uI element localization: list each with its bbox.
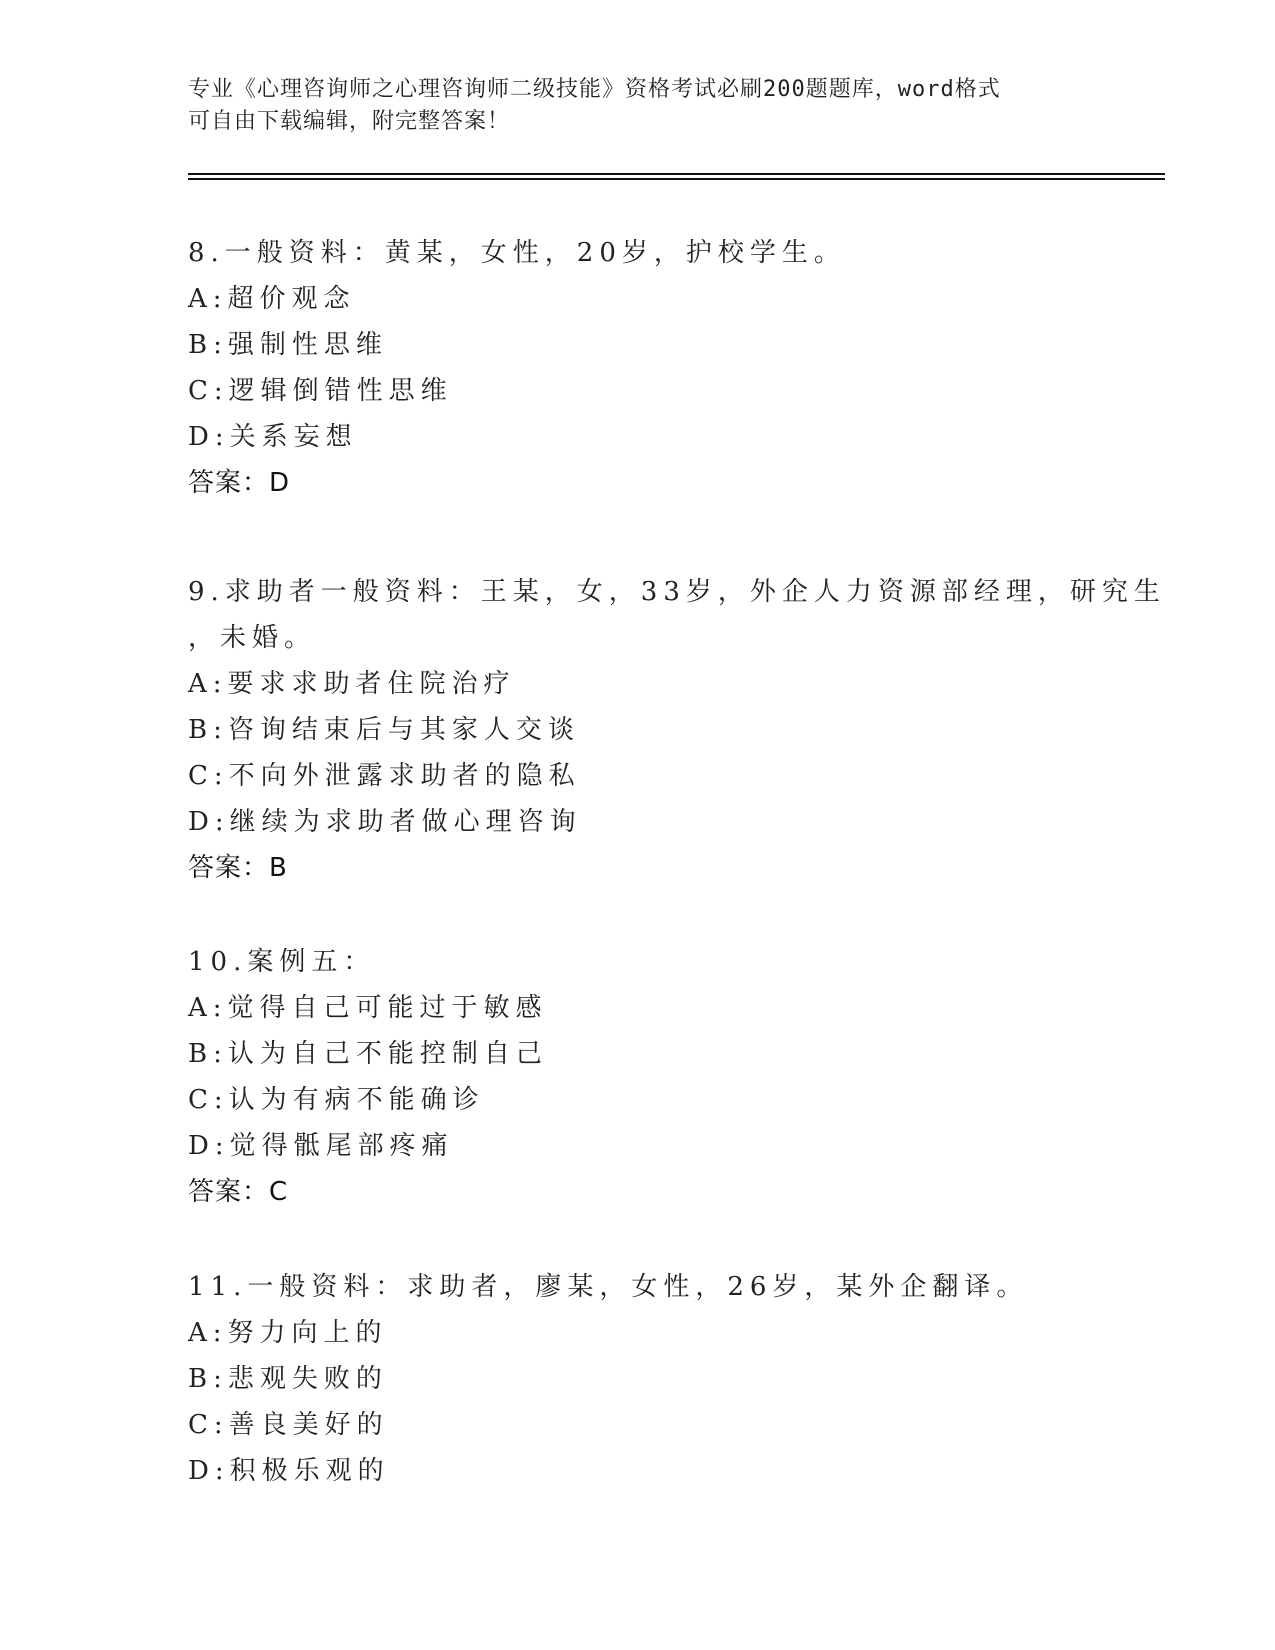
- question-11: [188, 1264, 1088, 1494]
- question-stem-continued: ，未婚。: [188, 623, 317, 653]
- option-a: A:觉得自己可能过于敏感: [188, 993, 548, 1023]
- option-b: B:咨询结束后与其家人交谈: [188, 715, 580, 745]
- answer: 答案：C: [188, 1177, 289, 1207]
- document-header: [188, 74, 1088, 138]
- header-line-1: 专业《心理咨询师之心理咨询师二级技能》资格考试必刷200题题库，word格式: [188, 77, 1001, 102]
- option-d: D:觉得骶尾部疼痛: [188, 1131, 454, 1161]
- option-b: B:认为自己不能控制自己: [188, 1039, 548, 1069]
- question-8: [188, 230, 1088, 506]
- option-c: C:不向外泄露求助者的隐私: [188, 761, 581, 791]
- header-line-2: 可自由下载编辑，附完整答案！: [188, 109, 511, 134]
- answer: 答案：D: [188, 468, 291, 498]
- option-b: B:强制性思维: [188, 330, 388, 360]
- option-d: D:积极乐观的: [188, 1456, 390, 1486]
- option-a: A:努力向上的: [188, 1318, 388, 1348]
- option-a: A:要求求助者住院治疗: [188, 669, 516, 699]
- header-divider-bottom: [188, 178, 1165, 180]
- header-divider-top: [188, 173, 1165, 175]
- option-d: D:继续为求助者做心理咨询: [188, 807, 582, 837]
- option-d: D:关系妄想: [188, 422, 358, 452]
- question-stem: 9.求助者一般资料：王某，女，33岁，外企人力资源部经理，研究生: [188, 577, 1166, 607]
- question-9: [188, 569, 1166, 891]
- option-b: B:悲观失败的: [188, 1364, 388, 1394]
- question-stem: 10.案例五：: [188, 947, 376, 977]
- question-stem: 11.一般资料：求助者，廖某，女性，26岁，某外企翻译。: [188, 1272, 1029, 1302]
- option-c: C:逻辑倒错性思维: [188, 376, 453, 406]
- option-c: C:认为有病不能确诊: [188, 1085, 485, 1115]
- option-a: A:超价观念: [188, 284, 356, 314]
- answer: 答案：B: [188, 853, 288, 883]
- question-10: [188, 939, 1088, 1215]
- question-stem: 8.一般资料：黄某，女性，20岁，护校学生。: [188, 238, 846, 268]
- option-c: C:善良美好的: [188, 1410, 389, 1440]
